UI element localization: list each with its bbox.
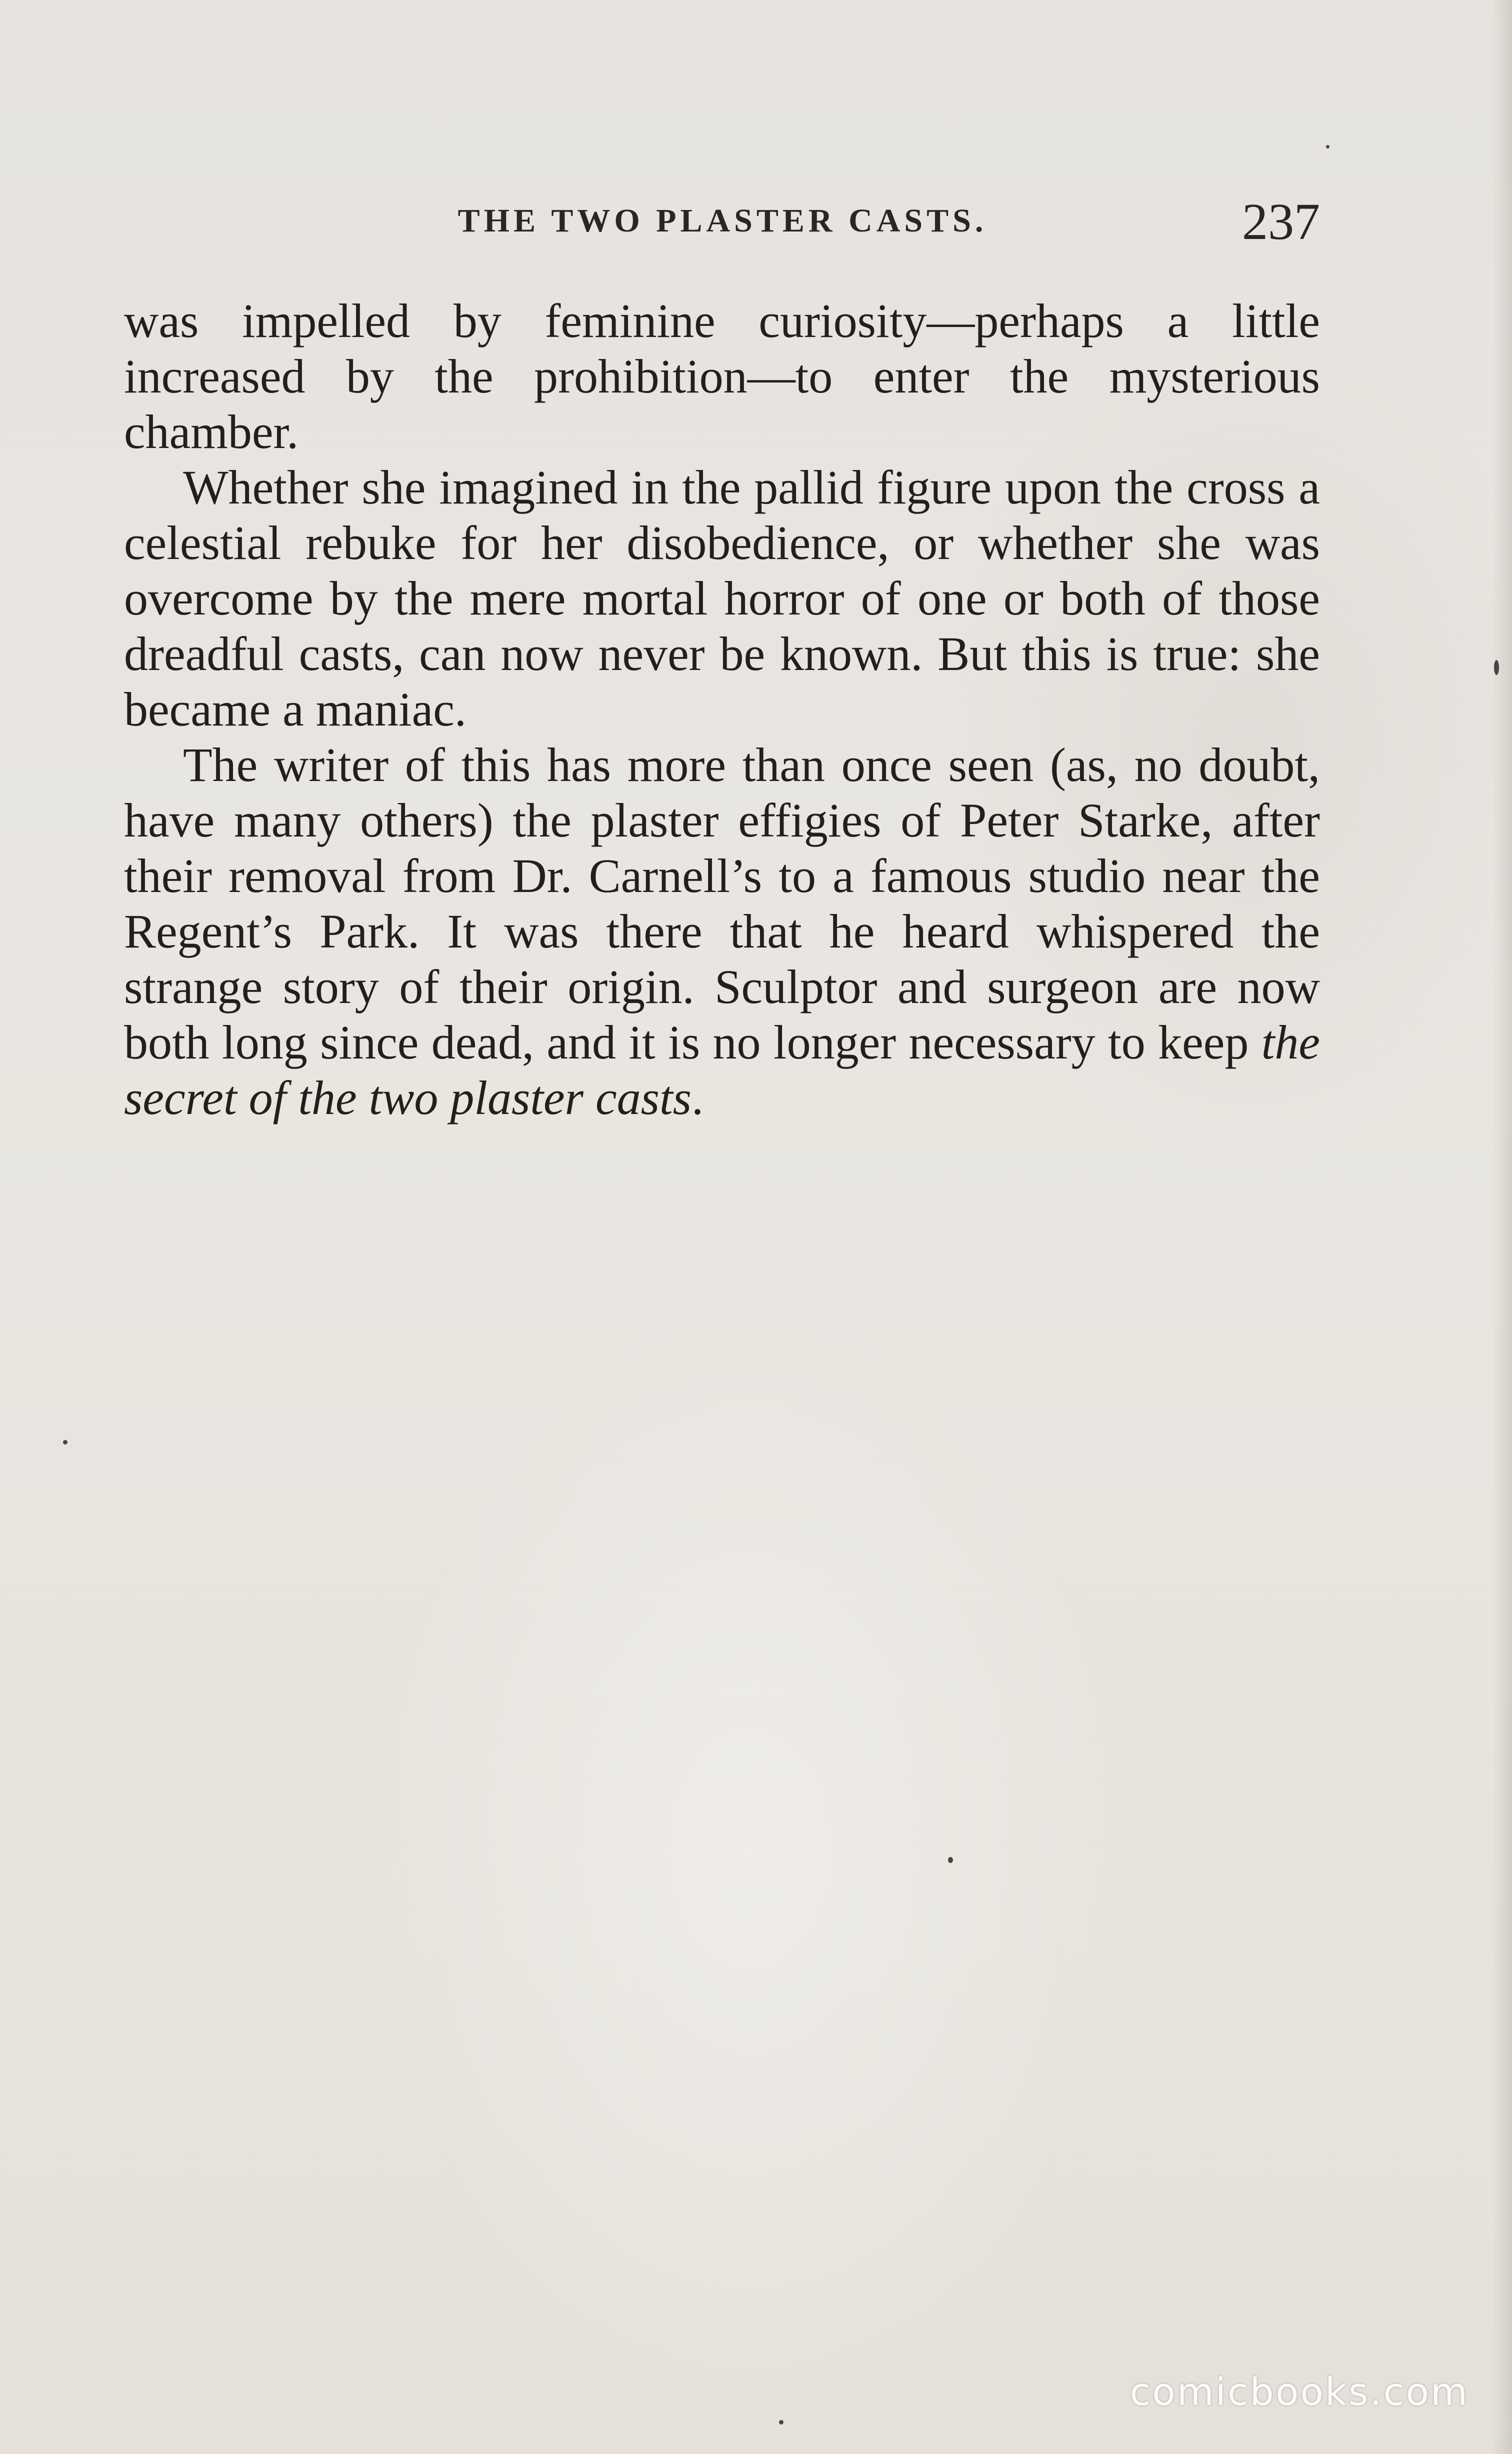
paper-speck (1326, 145, 1330, 148)
paragraph-end-punct: . (691, 1071, 704, 1124)
paper-speck (948, 1857, 953, 1863)
paragraph-whether: Whether she imagined in the pallid figure upon the cross a celestial rebuke for her disobedience, or whether she was overcome by the mere mortal horror of one or both of those dreadful casts, can now never be known. But this is true: she became a maniac. (124, 460, 1320, 736)
paragraph-writer (124, 737, 1320, 1126)
running-header (125, 192, 1320, 252)
paper-speck (63, 1440, 68, 1444)
watermark-text: comicbooks.com (1130, 2370, 1469, 2414)
paper-speck (779, 2420, 784, 2424)
running-title: THE TWO PLASTER CASTS. (458, 202, 988, 239)
paper-speck (1494, 660, 1499, 675)
page-number: 237 (1242, 193, 1320, 250)
paragraph-continued: was impelled by feminine curiosity—perhaps a little increased by the prohibition—to enter the mysterious chamber. (124, 294, 1320, 458)
body-text (124, 293, 1320, 1126)
page-edge-shadow (1492, 0, 1512, 2454)
italic-phrase: the secret of the two plaster casts (124, 1016, 1320, 1124)
paragraph-writer-text: The writer of this has more than once seen (as, no doubt, have many others) the plaster effigies of Peter Starke, after their removal from Dr. Carnell’s to a famous studio near the Regent’s Park. It was there that he heard whispered the strange story of their origin. Sculptor and surgeon are now both long since dead, and it is no longer necessary to keep (124, 738, 1320, 1069)
